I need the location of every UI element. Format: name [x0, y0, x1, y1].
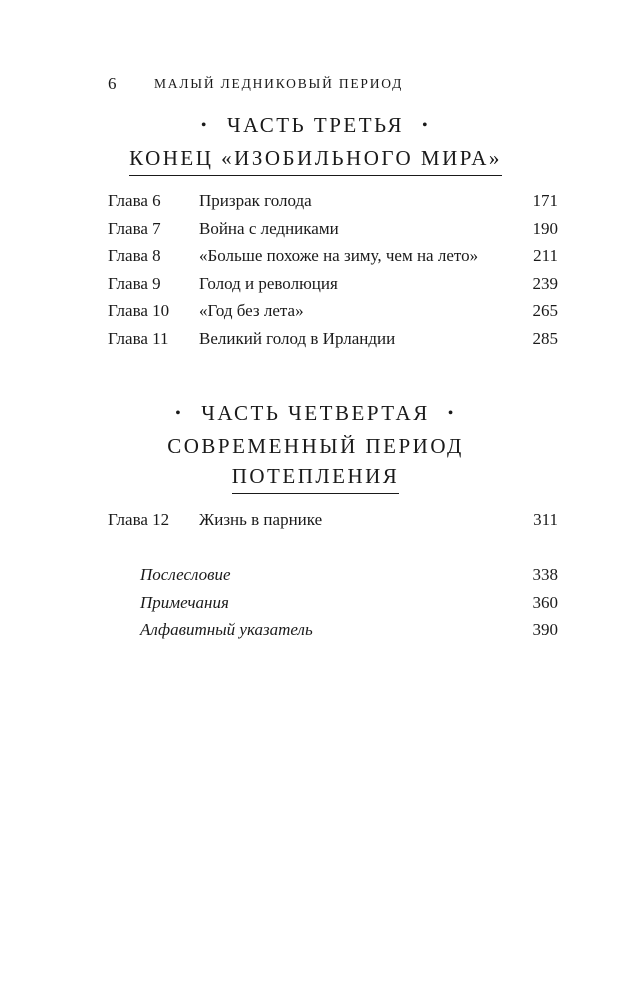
back-matter-title: Алфавитный указатель	[140, 620, 313, 640]
chapter-title: «Год без лета»	[199, 301, 304, 321]
chapter-label: Глава 8	[108, 246, 161, 266]
chapter-page: 190	[532, 218, 558, 238]
back-matter-row[interactable]	[108, 589, 558, 617]
toc-part-four	[108, 506, 558, 534]
toc-row[interactable]	[108, 325, 558, 353]
chapter-label: Глава 9	[108, 273, 161, 293]
bullet-right: •	[422, 117, 431, 134]
chapter-label: Глава 11	[108, 328, 169, 348]
back-matter-page: 338	[532, 565, 558, 584]
part-four-heading	[0, 398, 631, 494]
bullet-left: •	[175, 405, 184, 422]
back-matter-title: Послесловие	[140, 565, 231, 584]
back-matter-row[interactable]	[108, 561, 558, 589]
toc-row[interactable]	[108, 242, 558, 270]
chapter-title: Голод и революция	[199, 273, 338, 293]
back-matter	[108, 561, 558, 644]
chapter-page: 211	[533, 246, 558, 266]
part-title-line-1: СОВРЕМЕННЫЙ ПЕРИОД	[167, 434, 464, 458]
chapter-title: Война с ледниками	[199, 218, 339, 238]
running-title: МАЛЫЙ ЛЕДНИКОВЫЙ ПЕРИОД	[154, 76, 404, 91]
running-header	[108, 72, 528, 96]
back-matter-title: Примечания	[140, 592, 229, 612]
back-matter-page: 360	[532, 592, 558, 612]
part-title-line-2: ПОТЕПЛЕНИЯ	[232, 461, 400, 494]
chapter-title: Великий голод в Ирландии	[199, 328, 396, 348]
toc-part-three	[108, 187, 558, 353]
bullet-left: •	[200, 117, 209, 134]
toc-row[interactable]	[108, 215, 558, 243]
part-label: ЧАСТЬ ЧЕТВЕРТАЯ	[201, 401, 430, 425]
chapter-page: 265	[532, 301, 558, 321]
chapter-title: «Больше похоже на зиму, чем на лето»	[199, 246, 479, 266]
chapter-label: Глава 6	[108, 191, 161, 210]
toc-row[interactable]	[108, 297, 558, 325]
chapter-label: Глава 7	[108, 218, 161, 238]
toc-row[interactable]	[108, 506, 558, 534]
part-three-heading	[0, 110, 631, 176]
chapter-label: Глава 10	[108, 301, 170, 321]
back-matter-row[interactable]	[108, 616, 558, 644]
chapter-label: Глава 12	[108, 510, 170, 529]
chapter-page: 171	[532, 191, 558, 210]
chapter-page: 239	[532, 273, 558, 293]
toc-row[interactable]	[108, 270, 558, 298]
part-label: ЧАСТЬ ТРЕТЬЯ	[226, 113, 405, 137]
bullet-right: •	[447, 405, 456, 422]
back-matter-page: 390	[532, 620, 558, 640]
page-number: 6	[108, 74, 117, 93]
chapter-page: 311	[533, 510, 558, 529]
part-title: КОНЕЦ «ИЗОБИЛЬНОГО МИРА»	[129, 143, 502, 176]
chapter-title: Жизнь в парнике	[199, 510, 323, 529]
toc-row[interactable]	[108, 187, 558, 215]
chapter-title: Призрак голода	[199, 191, 312, 210]
chapter-page: 285	[532, 328, 558, 348]
